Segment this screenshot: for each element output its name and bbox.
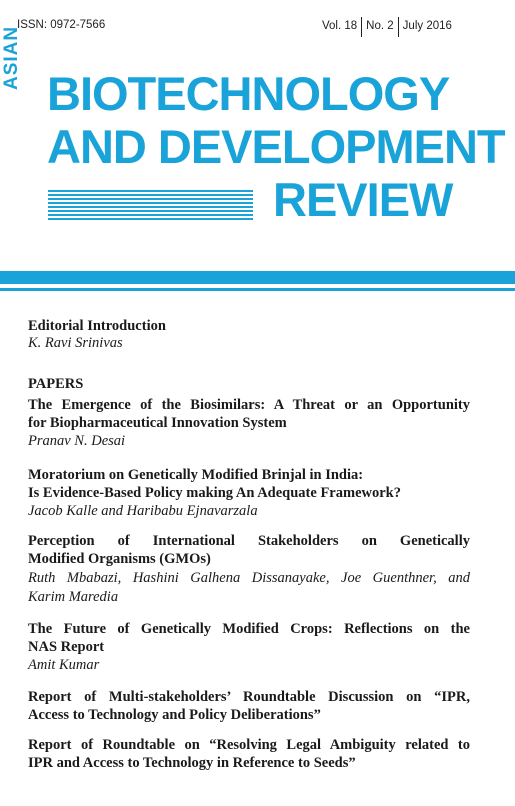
masthead-asian: ASIAN [1,25,22,90]
paper-author: Karim Maredia [28,589,119,605]
paper-title-line: NAS Report [28,639,105,655]
issue-divider [361,17,362,37]
paper-title-line: The Emergence of the Biosimilars: A Threat or an Opportunity [28,397,470,413]
number-label: No. 2 [366,20,394,32]
report-title-line: IPR and Access to Technology in Reference to Seeds” [28,755,356,771]
cover-band-thin [0,288,515,291]
cover-band [0,271,515,284]
paper-title-line: Perception of International Stakeholders on Genetically [28,533,470,549]
issn-label: ISSN: 0972-7566 [17,19,106,31]
editorial-title: Editorial Introduction [28,318,166,334]
masthead-line-2: AND DEVELOPMENT [47,120,505,173]
masthead-line-1: BIOTECHNOLOGY [47,67,450,120]
paper-title-line: Is Evidence-Based Policy making An Adequate Framework? [28,485,401,501]
paper-author: Jacob Kalle and Haribabu Ejnavarzala [28,503,258,519]
paper-author: Ruth Mbabazi, Hashini Galhena Dissanayake, Joe Guenthner, and [28,570,470,586]
paper-title-line: for Biopharmaceutical Innovation System [28,415,287,431]
masthead-stripes [48,190,253,222]
date-label: July 2016 [402,20,452,32]
report-title-line: Report of Roundtable on “Resolving Legal Ambiguity related to [28,737,470,753]
report-title-line: Access to Technology and Policy Deliberations” [28,707,321,723]
volume-label: Vol. 18 [322,20,358,32]
paper-author: Amit Kumar [28,657,100,673]
papers-heading: PAPERS [28,376,84,392]
report-title-line: Report of Multi-stakeholders’ Roundtable Discussion on “IPR, [28,689,470,705]
paper-title-line: Moratorium on Genetically Modified Brinjal in India: [28,467,364,483]
masthead-line-3: REVIEW [273,173,453,226]
issue-info [322,17,452,39]
paper-author: Pranav N. Desai [28,433,126,449]
editorial-author: K. Ravi Srinivas [28,335,123,351]
issue-divider [398,17,399,37]
paper-title-line: Modified Organisms (GMOs) [28,551,211,567]
paper-title-line: The Future of Genetically Modified Crops: Reflections on the [28,621,470,637]
